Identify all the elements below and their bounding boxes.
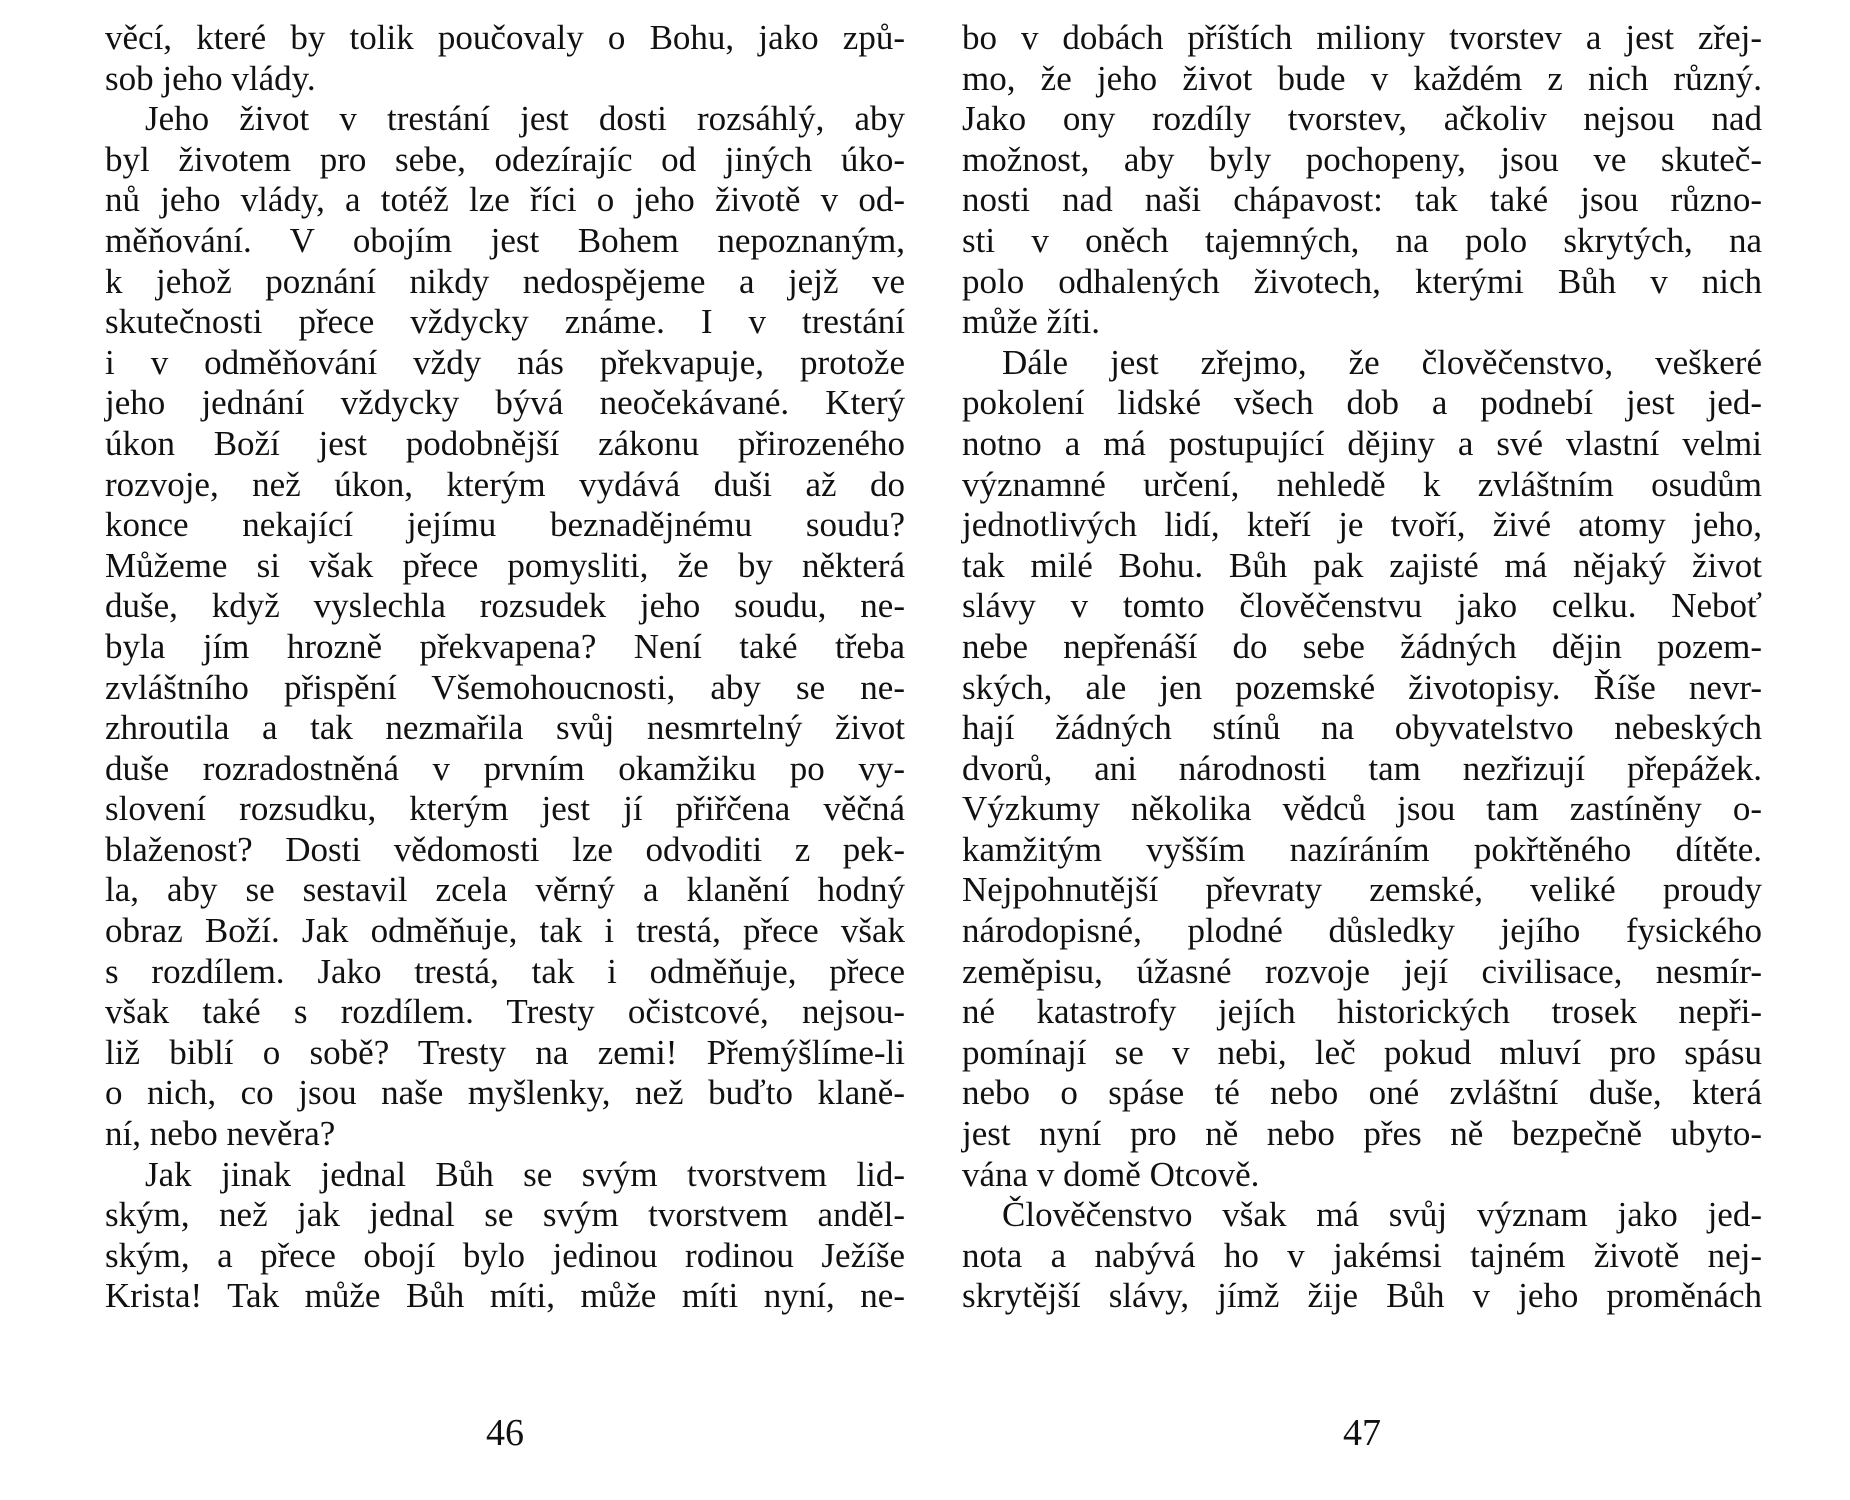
text-line: la, aby se sestavil zcela věrný a klanění hodný bbox=[105, 870, 905, 910]
text-line: byla jím hrozně překvapena? Není také třeba bbox=[105, 626, 905, 666]
text-line: ských, ale jen pozemské životopisy. Říše nevr- bbox=[962, 667, 1762, 707]
text-line: sob jeho vlády. bbox=[105, 58, 316, 98]
text-line: zeměpisu, úžasné rozvoje její civilisace, nesmír- bbox=[962, 951, 1762, 991]
text-line: konce nekající jejímu beznadějnému soudu? bbox=[105, 505, 905, 545]
right-page-text bbox=[962, 18, 1762, 1317]
text-line: jeho jednání vždycky bývá neočekávané. Který bbox=[105, 383, 905, 423]
right-page bbox=[962, 18, 1762, 1454]
text-line: věcí, které by tolik poučovaly o Bohu, jako způ- bbox=[105, 18, 905, 57]
text-line: ským, a přece obojí bylo jedinou rodinou Ježíše bbox=[105, 1235, 905, 1275]
text-line: s rozdílem. Jako trestá, tak i odměňuje, přece bbox=[105, 951, 905, 991]
text-line: slávy v tomto člověčenstvu jako celku. Neboť bbox=[962, 586, 1762, 626]
page-number-right: 47 bbox=[1343, 1412, 1381, 1454]
text-line: nů jeho vlády, a totéž lze říci o jeho životě v od- bbox=[105, 180, 905, 220]
text-line: jest nyní pro ně nebo přes ně bezpečně ubyto- bbox=[962, 1114, 1762, 1154]
text-line: měňování. V obojím jest Bohem nepoznaným, bbox=[105, 220, 905, 260]
text-line: sti v oněch tajemných, na polo skrytých, na bbox=[962, 220, 1762, 260]
text-line: Nejpohnutější převraty zemské, veliké proudy bbox=[962, 870, 1762, 910]
text-line: pokolení lidské všech dob a podnebí jest jed- bbox=[962, 383, 1762, 423]
text-line: národopisné, plodné důsledky jejího fysického bbox=[962, 911, 1762, 951]
left-page bbox=[105, 18, 905, 1454]
text-line: byl životem pro sebe, odezírajíc od jiných úko- bbox=[105, 139, 905, 179]
text-line: skutečnosti přece vždycky známe. I v trestání bbox=[105, 302, 905, 342]
text-line: jednotlivých lidí, kteří je tvoří, živé atomy jeho, bbox=[962, 505, 1762, 545]
text-line: o nich, co jsou naše myšlenky, než buďto klaně- bbox=[105, 1073, 905, 1113]
text-line: nebo o spáse té nebo oné zvláštní duše, která bbox=[962, 1073, 1762, 1113]
text-line: dvorů, ani národnosti tam nezřizují přepážek. bbox=[962, 748, 1762, 788]
text-line: slovení rozsudku, kterým jest jí přiřčena věčná bbox=[105, 789, 905, 829]
text-line: Můžeme si však přece pomysliti, že by některá bbox=[105, 545, 905, 585]
text-line: polo odhalených životech, kterými Bůh v nich bbox=[962, 261, 1762, 301]
text-line: liž biblí o sobě? Tresty na zemi! Přemýšlíme-li bbox=[105, 1032, 905, 1072]
text-line: duše, když vyslechla rozsudek jeho soudu, ne- bbox=[105, 586, 905, 626]
text-line: obraz Boží. Jak odměňuje, tak i trestá, přece však bbox=[105, 911, 905, 951]
text-line: ským, než jak jednal se svým tvorstvem anděl- bbox=[105, 1195, 905, 1235]
text-line: blaženost? Dosti vědomosti lze odvoditi z pek- bbox=[105, 829, 905, 869]
text-line: zvláštního přispění Všemohoucnosti, aby se ne- bbox=[105, 667, 905, 707]
text-line: skrytější slávy, jímž žije Bůh v jeho proměnách bbox=[962, 1276, 1762, 1316]
text-line: úkon Boží jest podobnější zákonu přirozeného bbox=[105, 423, 905, 463]
text-line: duše rozradostněná v prvním okamžiku po vy- bbox=[105, 748, 905, 788]
text-line: Jeho život v trestání jest dosti rozsáhlý, aby bbox=[145, 99, 905, 139]
text-line: k jehož poznání nikdy nedospějeme a jejž ve bbox=[105, 261, 905, 301]
text-line: tak milé Bohu. Bůh pak zajisté má nějaký život bbox=[962, 545, 1762, 585]
text-line: Člověčenstvo však má svůj význam jako jed- bbox=[1002, 1195, 1762, 1235]
text-line: může žíti. bbox=[962, 302, 1101, 342]
text-line: Výzkumy několika vědců jsou tam zastíněny o- bbox=[962, 789, 1762, 829]
text-line: i v odměňování vždy nás překvapuje, protože bbox=[105, 342, 905, 382]
text-line: bo v dobách příštích miliony tvorstev a jest zřej- bbox=[962, 18, 1762, 57]
text-line: mo, že jeho život bude v každém z nich různý. bbox=[962, 58, 1762, 98]
text-line: možnost, aby byly pochopeny, jsou ve skuteč- bbox=[962, 139, 1762, 179]
text-line: né katastrofy jejích historických trosek nepři- bbox=[962, 992, 1762, 1032]
text-line: nota a nabývá ho v jakémsi tajném životě nej- bbox=[962, 1235, 1762, 1275]
text-line: nebe nepřenáší do sebe žádných dějin pozem- bbox=[962, 626, 1762, 666]
text-line: Krista! Tak může Bůh míti, může míti nyní, ne- bbox=[105, 1276, 905, 1316]
text-line: vána v domě Otcově. bbox=[962, 1154, 1260, 1194]
text-line: Jak jinak jednal Bůh se svým tvorstvem lid- bbox=[145, 1154, 905, 1194]
text-line: hají žádných stínů na obyvatelstvo nebeských bbox=[962, 708, 1762, 748]
text-line: ní, nebo nevěra? bbox=[105, 1114, 336, 1154]
left-page-text bbox=[105, 18, 905, 1317]
text-line: Jako ony rozdíly tvorstev, ačkoliv nejsou nad bbox=[962, 99, 1762, 139]
text-line: významné určení, nehledě k zvláštním osudům bbox=[962, 464, 1762, 504]
text-line: zhroutila a tak nezmařila svůj nesmrtelný život bbox=[105, 708, 905, 748]
text-line: pomínají se v nebi, leč pokud mluví pro spásu bbox=[962, 1032, 1762, 1072]
text-line: kamžitým vyšším nazíráním pokřtěného dítěte. bbox=[962, 829, 1762, 869]
text-line: nosti nad naši chápavost: tak také jsou různo- bbox=[962, 180, 1762, 220]
page-number-left: 46 bbox=[486, 1412, 524, 1454]
text-line: Dále jest zřejmo, že člověčenstvo, veškeré bbox=[1002, 342, 1762, 382]
text-line: notno a má postupující dějiny a své vlastní velmi bbox=[962, 423, 1762, 463]
text-line: však také s rozdílem. Tresty očistcové, nejsou- bbox=[105, 992, 905, 1032]
text-line: rozvoje, než úkon, kterým vydává duši až do bbox=[105, 464, 905, 504]
